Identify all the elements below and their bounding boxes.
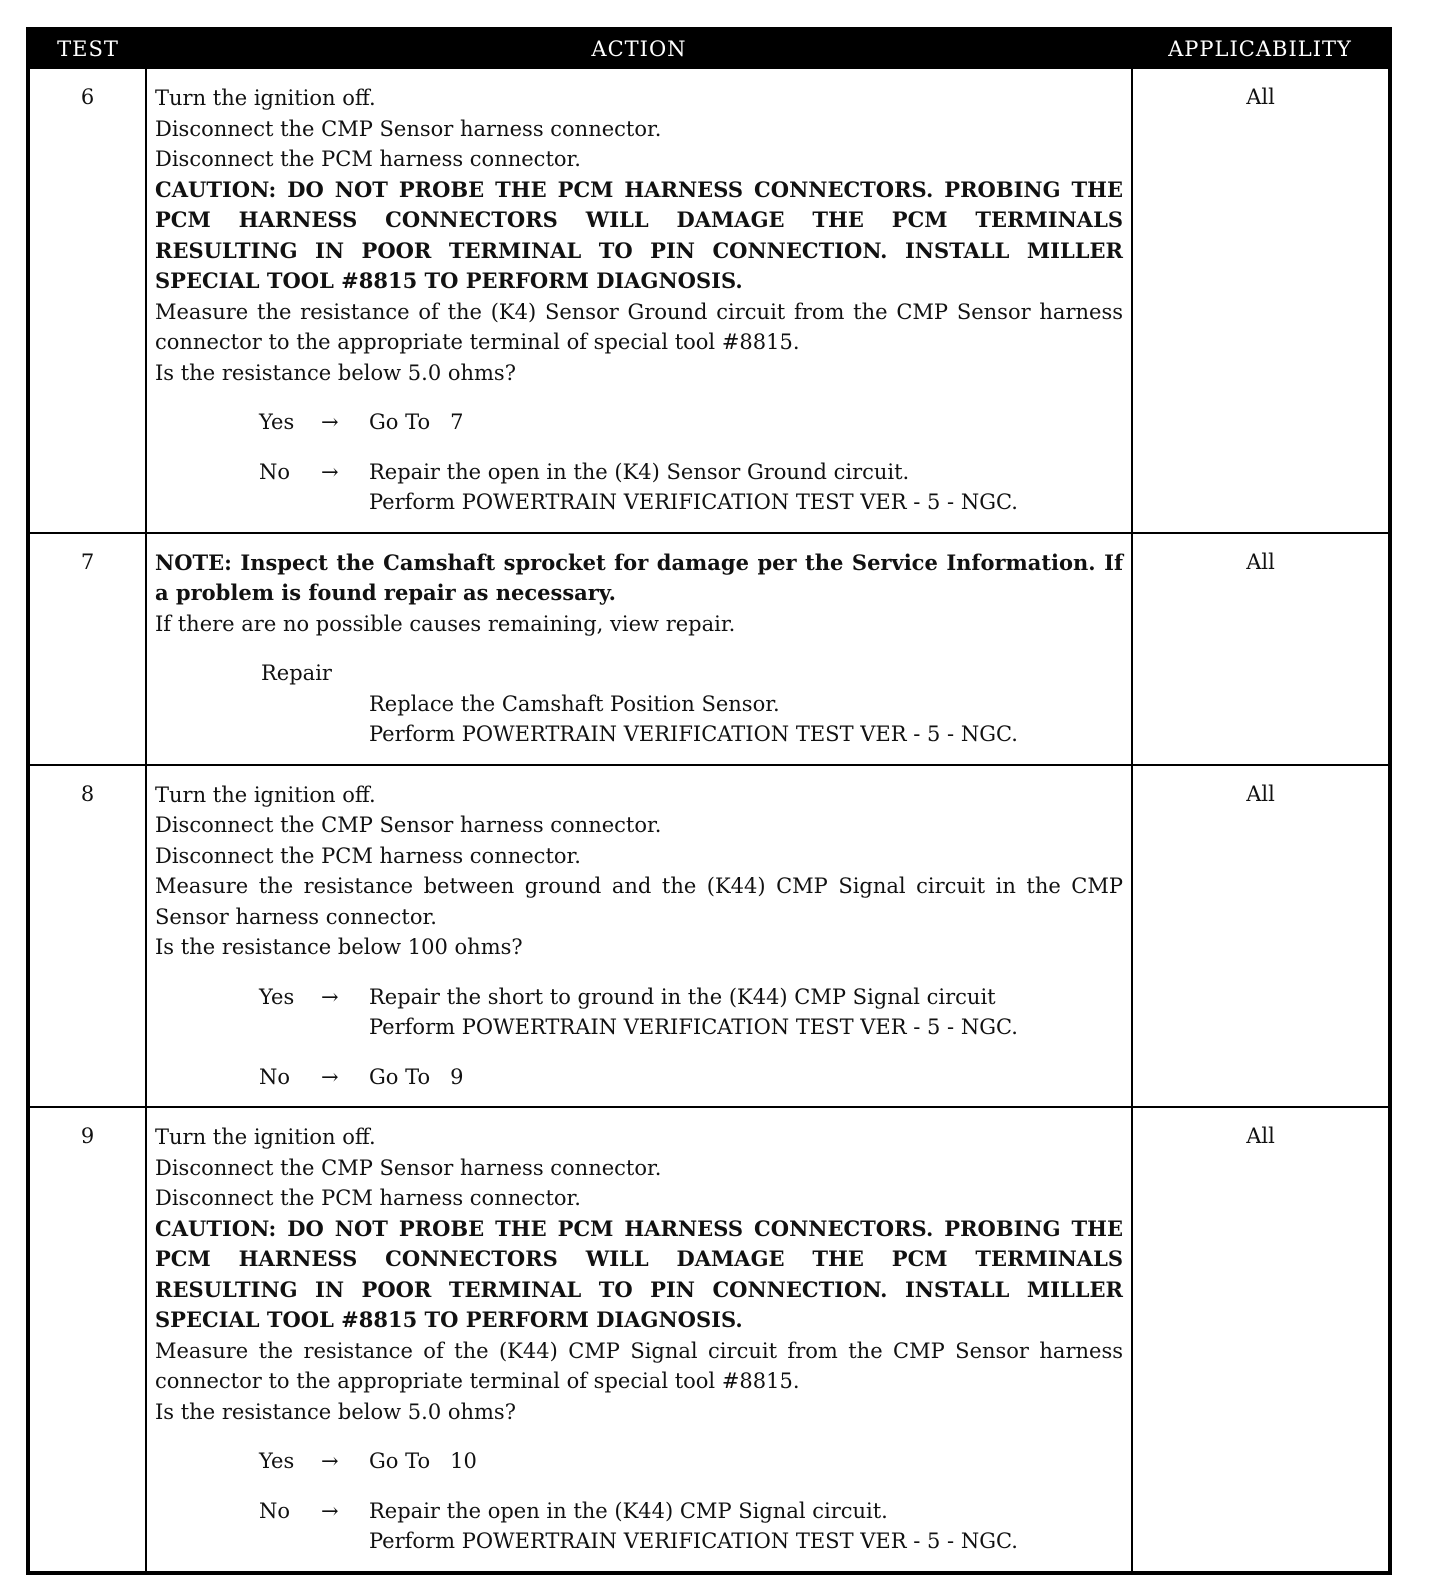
repair-outcome <box>155 658 1123 750</box>
no-result <box>369 457 1123 518</box>
table-row <box>28 1107 1390 1573</box>
measure-instruction: Measure the resistance between ground and the (K44) CMP Signal circuit in the CMP Sensor harness connector. <box>155 874 1123 929</box>
result-line: Go To 9 <box>369 1064 464 1089</box>
table-row <box>28 765 1390 1108</box>
applicability-value: All <box>1132 533 1390 765</box>
caution-text: CAUTION: DO NOT PROBE THE PCM HARNESS CONNECTORS. PROBING THE PCM HARNESS CONNECTORS WILL DAMAGE THE PCM TERMINALS RESULTING IN POOR TERMINAL TO PIN CONNECTION. INSTALL MILLER SPECIAL TOOL #8815 TO PERFORM DIAGNOSIS. <box>155 1215 1123 1332</box>
action-cell <box>146 533 1132 765</box>
table-row <box>28 68 1390 533</box>
no-result <box>369 1496 1123 1557</box>
action-step: Turn the ignition off. <box>155 1125 376 1149</box>
measure-instruction: Measure the resistance of the (K44) CMP Signal circuit from the CMP Sensor harness connector to the appropriate terminal of special tool #8815. <box>155 1338 1123 1393</box>
result-line: Repair the open in the (K44) CMP Signal circuit. <box>369 1498 888 1523</box>
arrow-icon: → <box>321 984 339 1009</box>
result-line: Repair the open in the (K4) Sensor Ground circuit. <box>369 459 910 484</box>
yes-result <box>369 407 1123 438</box>
no-label: No <box>259 1498 291 1523</box>
question-text: Is the resistance below 5.0 ohms? <box>155 1399 516 1424</box>
action-step: Disconnect the PCM harness connector. <box>155 147 581 171</box>
yes-result <box>369 982 1123 1043</box>
result-line: Repair the short to ground in the (K44) CMP Signal circuit <box>369 984 996 1009</box>
no-outcome <box>155 1496 1123 1557</box>
result-line: Perform POWERTRAIN VERIFICATION TEST VER - 5 - NGC. <box>369 490 1018 514</box>
no-outcome <box>155 457 1123 518</box>
applicability-value: All <box>1132 765 1390 1108</box>
table-header-row <box>28 29 1390 68</box>
caution-text: CAUTION: DO NOT PROBE THE PCM HARNESS CONNECTORS. PROBING THE PCM HARNESS CONNECTORS WILL DAMAGE THE PCM TERMINALS RESULTING IN POOR TERMINAL TO PIN CONNECTION. INSTALL MILLER SPECIAL TOOL #8815 TO PERFORM DIAGNOSIS. <box>155 176 1123 293</box>
repair-result <box>369 689 1123 750</box>
yes-outcome <box>155 407 1123 438</box>
action-step: Turn the ignition off. <box>155 86 376 110</box>
action-step: Disconnect the PCM harness connector. <box>155 1186 581 1210</box>
yes-label: Yes <box>259 984 295 1009</box>
action-cell <box>146 1107 1132 1573</box>
arrow-icon: → <box>321 1064 339 1089</box>
repair-label: Repair <box>261 661 332 685</box>
arrow-icon: → <box>321 459 339 484</box>
result-line: Perform POWERTRAIN VERIFICATION TEST VER - 5 - NGC. <box>369 1529 1018 1553</box>
test-number: 9 <box>28 1107 146 1573</box>
header-test: TEST <box>28 29 146 68</box>
action-step: Disconnect the CMP Sensor harness connector. <box>155 1155 662 1180</box>
arrow-icon: → <box>321 1498 339 1523</box>
result-line: Perform POWERTRAIN VERIFICATION TEST VER - 5 - NGC. <box>369 722 1018 746</box>
diagnostic-test-table <box>26 27 1392 1575</box>
result-line: Perform POWERTRAIN VERIFICATION TEST VER - 5 - NGC. <box>369 1015 1018 1039</box>
question-text: Is the resistance below 5.0 ohms? <box>155 360 516 385</box>
table-row <box>28 533 1390 765</box>
result-line: Replace the Camshaft Position Sensor. <box>369 691 780 716</box>
action-step: If there are no possible causes remaining, view repair. <box>155 611 736 636</box>
action-step: Disconnect the CMP Sensor harness connector. <box>155 116 662 141</box>
question-text: Is the resistance below 100 ohms? <box>155 935 523 959</box>
test-number: 6 <box>28 68 146 533</box>
applicability-value: All <box>1132 1107 1390 1573</box>
action-cell <box>146 68 1132 533</box>
no-label: No <box>259 459 291 484</box>
measure-instruction: Measure the resistance of the (K4) Sensor Ground circuit from the CMP Sensor harness connector to the appropriate terminal of special tool #8815. <box>155 299 1123 354</box>
no-result <box>369 1062 1123 1093</box>
note-text: NOTE: Inspect the Camshaft sprocket for damage per the Service Information. If a problem is found repair as necessary. <box>155 549 1123 605</box>
no-label: No <box>259 1064 291 1089</box>
action-step: Turn the ignition off. <box>155 782 376 807</box>
yes-result <box>369 1446 1123 1477</box>
yes-label: Yes <box>259 410 295 434</box>
header-action: ACTION <box>146 29 1132 68</box>
result-line: Go To 10 <box>369 1449 477 1473</box>
result-line: Go To 7 <box>369 410 464 434</box>
yes-outcome <box>155 982 1123 1043</box>
yes-label: Yes <box>259 1449 295 1473</box>
action-cell <box>146 765 1132 1108</box>
yes-outcome <box>155 1446 1123 1477</box>
applicability-value: All <box>1132 68 1390 533</box>
arrow-icon: → <box>321 1449 339 1473</box>
action-step: Disconnect the CMP Sensor harness connector. <box>155 813 662 837</box>
no-outcome <box>155 1062 1123 1093</box>
test-number: 7 <box>28 533 146 765</box>
action-step: Disconnect the PCM harness connector. <box>155 843 581 868</box>
test-number: 8 <box>28 765 146 1108</box>
arrow-icon: → <box>321 410 339 434</box>
header-applicability: APPLICABILITY <box>1132 29 1390 68</box>
